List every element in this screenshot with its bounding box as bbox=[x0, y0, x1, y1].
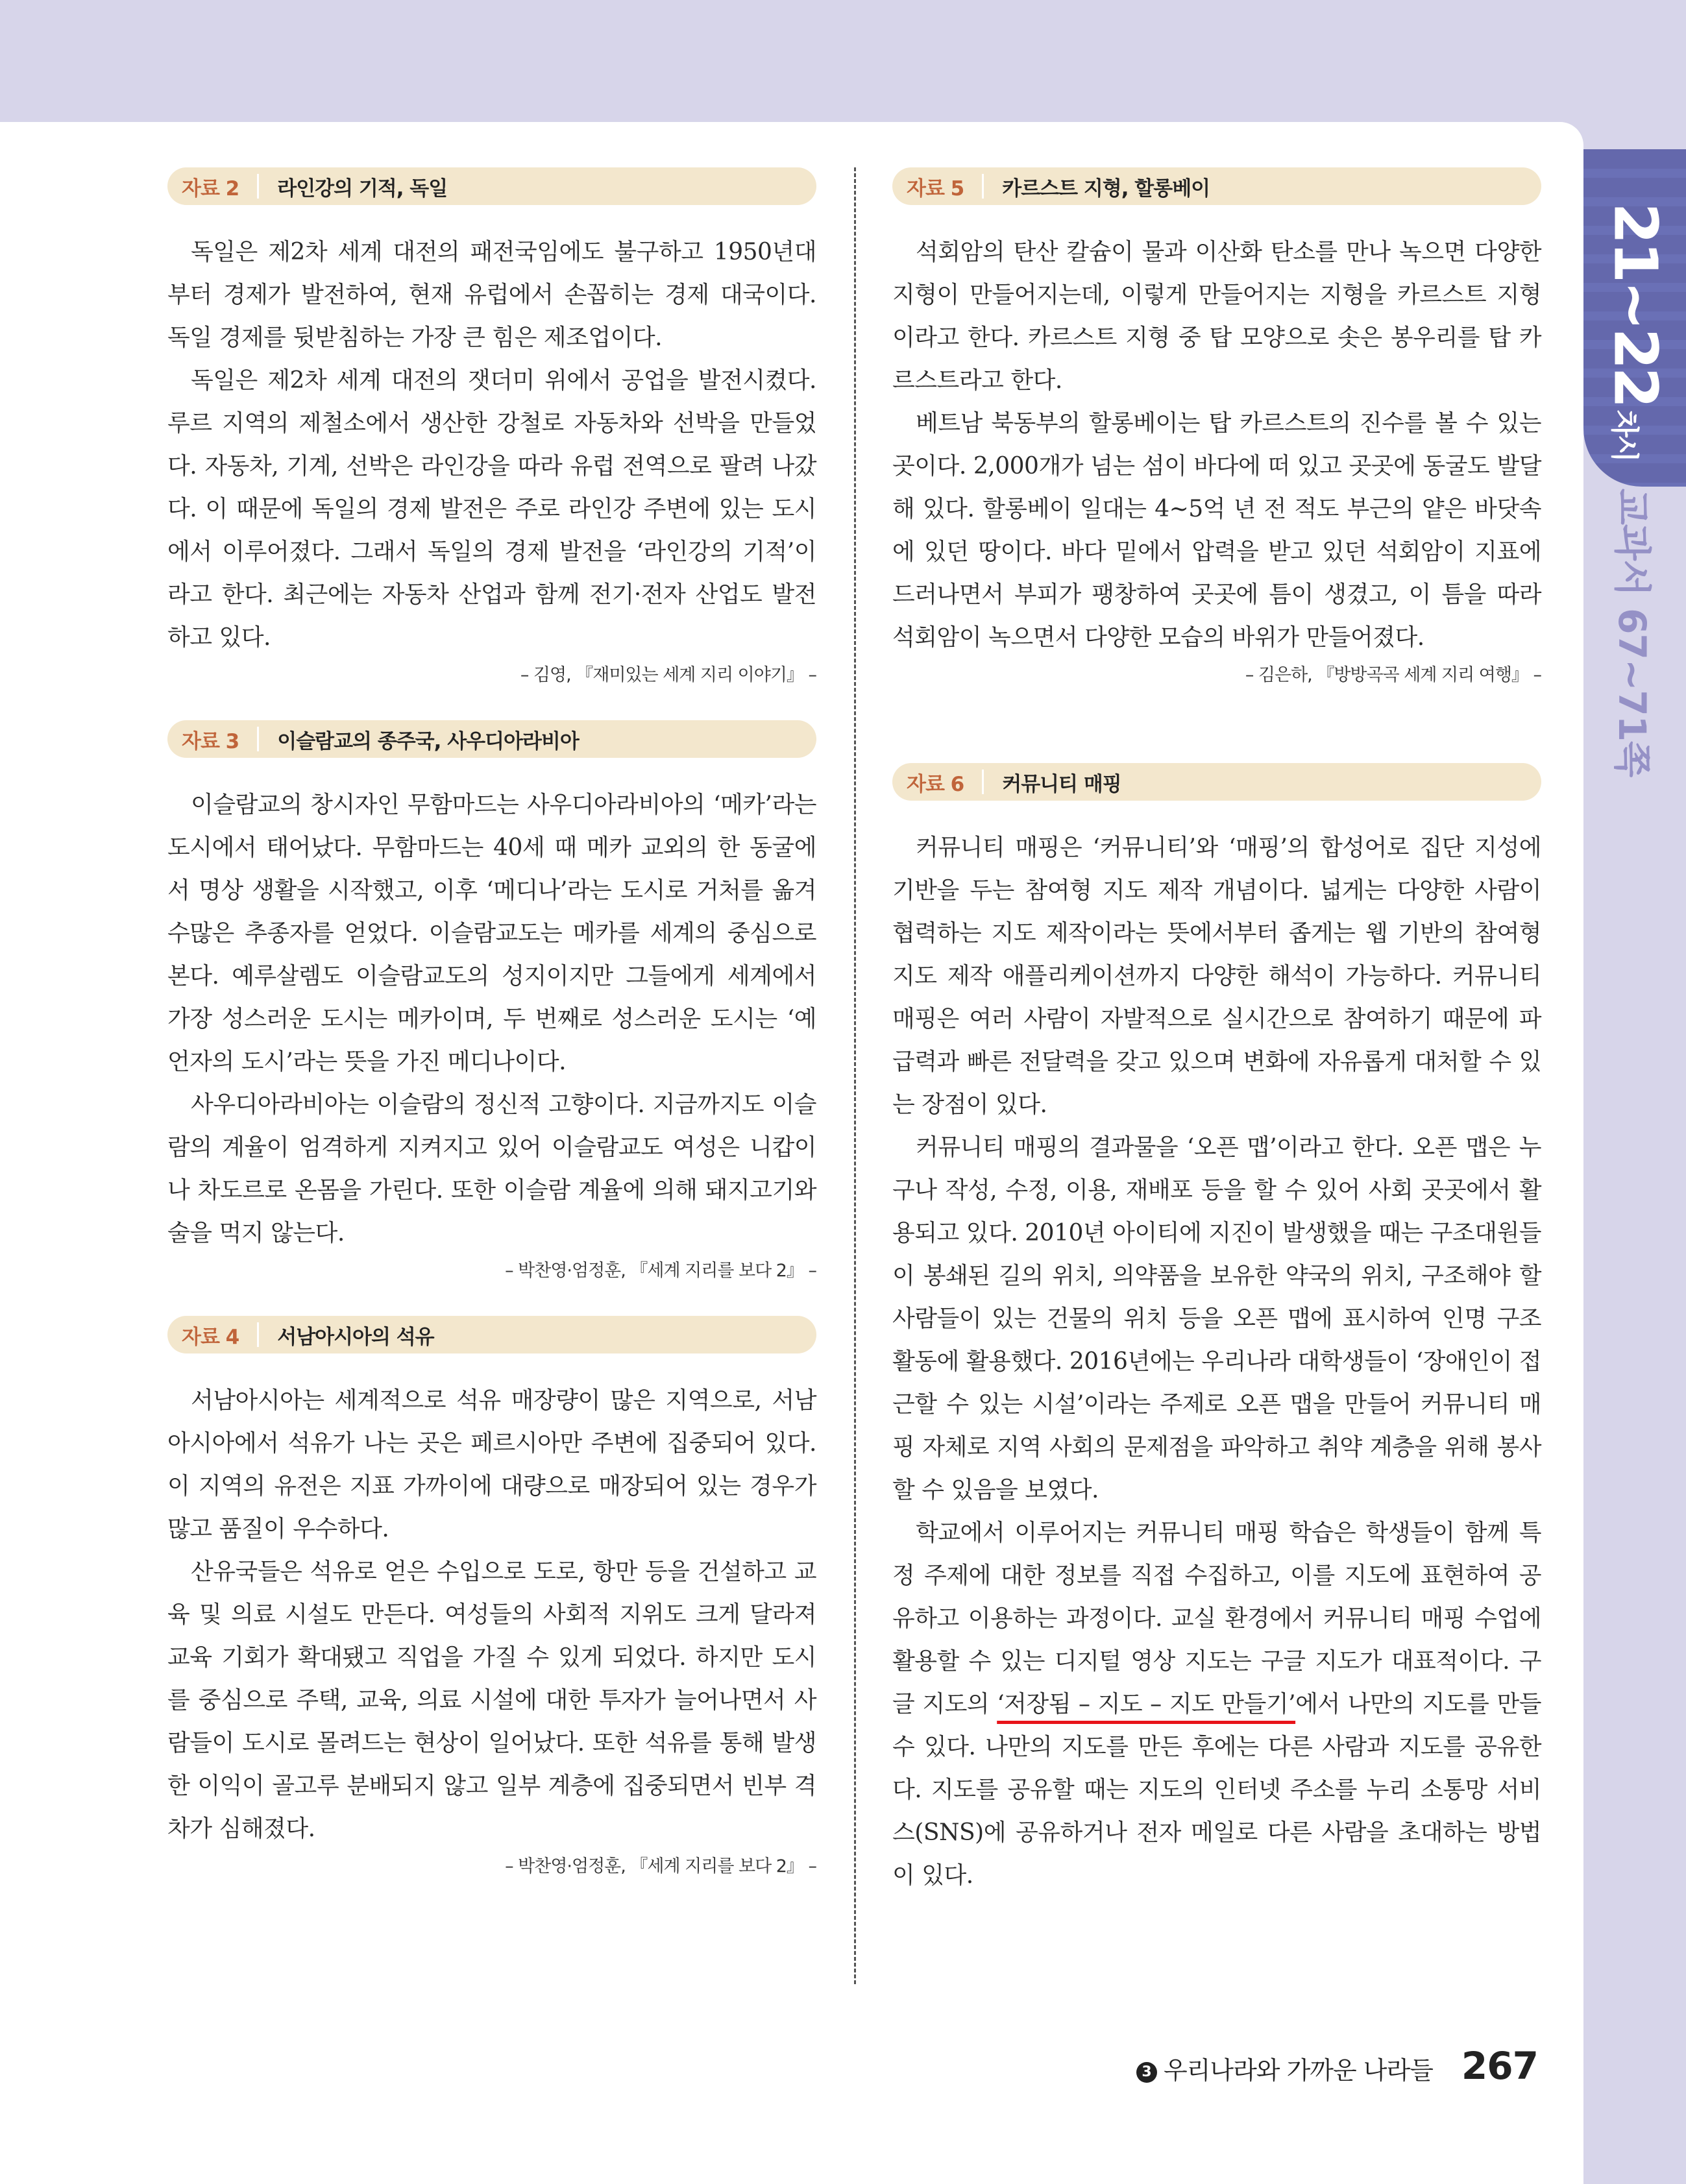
chapter-title: 우리나라와 가까운 나라들 bbox=[1163, 2056, 1433, 2085]
citation: – 김은하, 『방방곡곡 세계 지리 여행』 – bbox=[1245, 665, 1541, 685]
highlighted-menu-path: ‘저장됨 – 지도 – 지도 만들기’ bbox=[997, 1691, 1296, 1717]
column-divider bbox=[854, 167, 856, 1984]
session-tab-label bbox=[1600, 195, 1670, 467]
material-tag: 자료 5 bbox=[907, 176, 964, 200]
material-title: 카르스트 지형, 할롱베이 bbox=[1002, 176, 1210, 200]
citation: – 박찬영·엄정훈, 『세계 지리를 보다 2』 – bbox=[505, 1856, 816, 1876]
material-2 bbox=[167, 167, 816, 692]
material-3 bbox=[167, 720, 816, 1287]
textbook-pages-label: 교과서 67~71쪽 bbox=[1610, 488, 1654, 777]
material-header bbox=[892, 167, 1541, 205]
session-suffix: 차시 bbox=[1607, 409, 1641, 460]
header-separator bbox=[982, 770, 984, 794]
material-tag: 자료 2 bbox=[182, 176, 239, 200]
paragraph: 산유국들은 석유로 얻은 수입으로 도로, 항만 등을 건설하고 교육 및 의료 시설도 만든다. 여성들의 사회적 지위도 크게 달라져 교육 기회가 확대됐고 직업을 가질 수 있게 되었다. 하지만 도시를 중심으로 주택, 교육, 의료 시설에 대한 투자가 늘어나면서 사람들이 도시로 몰려드는 현상이 일어났다. 또한 석유를 통해 발생한 이익이 골고루 분배되지 않고 일부 계층에 집중되면서 빈부 격차가 심해졌다. bbox=[167, 1559, 816, 1842]
page-number: 267 bbox=[1461, 2044, 1538, 2088]
left-column bbox=[167, 167, 816, 1883]
header-separator bbox=[257, 174, 259, 199]
material-body bbox=[892, 827, 1541, 1897]
session-range: 21~22 bbox=[1600, 202, 1670, 406]
material-body bbox=[167, 231, 816, 659]
paragraph: 이슬람교의 창시자인 무함마드는 사우디아라비아의 ‘메카’라는 도시에서 태어났다. 무함마드는 40세 때 메카 교외의 한 동굴에서 명상 생활을 시작했고, 이후 ‘메디나’라는 도시로 거처를 옮겨 수많은 추종자를 얻었다. 이슬람교도는 메카를 세계의 중심으로 본다. 예루살렘도 이슬람교도의 성지이지만 그들에게 세계에서 가장 성스러운 도시는 메카이며, 두 번째로 성스러운 도시는 ‘예언자의 도시’라는 뜻을 가진 메디나이다. bbox=[167, 792, 816, 1075]
material-tag: 자료 6 bbox=[907, 772, 964, 796]
material-5 bbox=[892, 167, 1541, 692]
material-6 bbox=[892, 763, 1541, 1897]
paragraph: 서남아시아는 세계적으로 석유 매장량이 많은 지역으로, 서남아시아에서 석유가 나는 곳은 페르시아만 주변에 집중되어 있다. 이 지역의 유전은 지표 가까이에 대량으로 매장되어 있는 경우가 많고 품질이 우수하다. bbox=[167, 1387, 816, 1542]
chapter-number-badge: 3 bbox=[1136, 2062, 1157, 2083]
paragraph: 독일은 제2차 세계 대전의 패전국임에도 불구하고 1950년대부터 경제가 발전하여, 현재 유럽에서 손꼽히는 경제 대국이다. 독일 경제를 뒷받침하는 가장 큰 힘은 제조업이다. bbox=[167, 239, 816, 351]
material-header bbox=[167, 720, 816, 758]
material-tag: 자료 4 bbox=[182, 1325, 239, 1349]
paragraph: 커뮤니티 매핑은 ‘커뮤니티’와 ‘매핑’의 합성어로 집단 지성에 기반을 두는 참여형 지도 제작 개념이다. 넓게는 다양한 사람이 협력하는 지도 제작이라는 뜻에서부터 좁게는 웹 기반의 참여형 지도 제작 애플리케이션까지 다양한 해석이 가능하다. 커뮤니티 매핑은 여러 사람이 자발적으로 실시간으로 참여하기 때문에 파급력과 빠른 전달력을 갖고 있으며 변화에 자유롭게 대처할 수 있는 장점이 있다. bbox=[892, 834, 1541, 1118]
material-title: 이슬람교의 종주국, 사우디아라비아 bbox=[277, 729, 579, 753]
header-separator bbox=[257, 727, 259, 751]
header-separator bbox=[982, 174, 984, 199]
material-title: 라인강의 기적, 독일 bbox=[277, 176, 448, 200]
paragraph: 학교에서 이루어지는 커뮤니티 매핑 학습은 학생들이 함께 특정 주제에 대한 정보를 직접 수집하고, 이를 지도에 표현하여 공유하고 이용하는 과정이다. 교실 환경에서 커뮤니티 매핑 수업에 활용할 수 있는 디지털 영상 지도는 구글 지도가 대표적이다. 구글 지도의 ‘저장됨 – 지도 – 지도 만들기’에서 나만의 지도를 만들 수 있다. 나만의 지도를 만든 후에는 다른 사람과 지도를 공유한다. 지도를 공유할 때는 지도의 인터넷 주소를 누리 소통망 서비스(SNS)에 공유하거나 전자 메일로 다른 사람을 초대하는 방법이 있다. bbox=[892, 1520, 1541, 1889]
material-header bbox=[167, 167, 816, 205]
paragraph: 사우디아라비아는 이슬람의 정신적 고향이다. 지금까지도 이슬람의 계율이 엄격하게 지켜지고 있어 이슬람교도 여성은 니캅이나 차도르로 온몸을 가린다. 또한 이슬람 계율에 의해 돼지고기와 술을 먹지 않는다. bbox=[167, 1091, 816, 1246]
paragraph: 베트남 북동부의 할롱베이는 탑 카르스트의 진수를 볼 수 있는 곳이다. 2,000개가 넘는 섬이 바다에 떠 있고 곳곳에 동굴도 발달해 있다. 할롱베이 일대는 4~5억 년 전 적도 부근의 얕은 바닷속에 있던 땅이다. 바다 밑에서 압력을 받고 있던 석회암이 지표에 드러나면서 부피가 팽창하여 곳곳에 틈이 생겼고, 이 틈을 따라 석회암이 녹으면서 다양한 모습의 바위가 만들어졌다. bbox=[892, 410, 1541, 651]
page-footer bbox=[1136, 2044, 1538, 2088]
material-title: 서남아시아의 석유 bbox=[277, 1325, 434, 1349]
material-header bbox=[892, 763, 1541, 801]
material-4 bbox=[167, 1316, 816, 1883]
paragraph: 석회암의 탄산 칼슘이 물과 이산화 탄소를 만나 녹으면 다양한 지형이 만들어지는데, 이렇게 만들어지는 지형을 카르스트 지형이라고 한다. 카르스트 지형 중 탑 모양으로 솟은 봉우리를 탑 카르스트라고 한다. bbox=[892, 239, 1541, 394]
paragraph: 커뮤니티 매핑의 결과물을 ‘오픈 맵’이라고 한다. 오픈 맵은 누구나 작성, 수정, 이용, 재배포 등을 할 수 있어 사회 곳곳에서 활용되고 있다. 2010년 아이티에 지진이 발생했을 때는 구조대원들이 봉쇄된 길의 위치, 의약품을 보유한 약국의 위치, 구조해야 할 사람들이 있는 건물의 위치 등을 오픈 맵에 표시하여 인명 구조 활동에 활용했다. 2016년에는 우리나라 대학생들이 ‘장애인이 접근할 수 있는 시설’이라는 주제로 오픈 맵을 만들어 커뮤니티 매핑 자체로 지역 사회의 문제점을 파악하고 취약 계층을 위해 봉사할 수 있음을 보였다. bbox=[892, 1134, 1542, 1503]
citation: – 김영, 『재미있는 세계 지리 이야기』 – bbox=[520, 665, 816, 685]
material-body bbox=[167, 1379, 816, 1850]
right-column bbox=[892, 167, 1541, 1897]
material-tag: 자료 3 bbox=[182, 729, 239, 753]
citation: – 박찬영·엄정훈, 『세계 지리를 보다 2』 – bbox=[505, 1261, 816, 1281]
material-body bbox=[892, 231, 1541, 659]
header-separator bbox=[257, 1322, 259, 1347]
paragraph: 독일은 제2차 세계 대전의 잿더미 위에서 공업을 발전시켰다. 루르 지역의 제철소에서 생산한 강철로 자동차와 선박을 만들었다. 자동차, 기계, 선박은 라인강을 따라 유럽 전역으로 팔려 나갔다. 이 때문에 독일의 경제 발전은 주로 라인강 주변에 있는 도시에서 이루어졌다. 그래서 독일의 경제 발전을 ‘라인강의 기적’이라고 한다. 최근에는 자동차 산업과 함께 전기·전자 산업도 발전하고 있다. bbox=[167, 367, 816, 651]
material-header bbox=[167, 1316, 816, 1353]
material-body bbox=[167, 784, 816, 1255]
material-title: 커뮤니티 매핑 bbox=[1002, 772, 1121, 796]
